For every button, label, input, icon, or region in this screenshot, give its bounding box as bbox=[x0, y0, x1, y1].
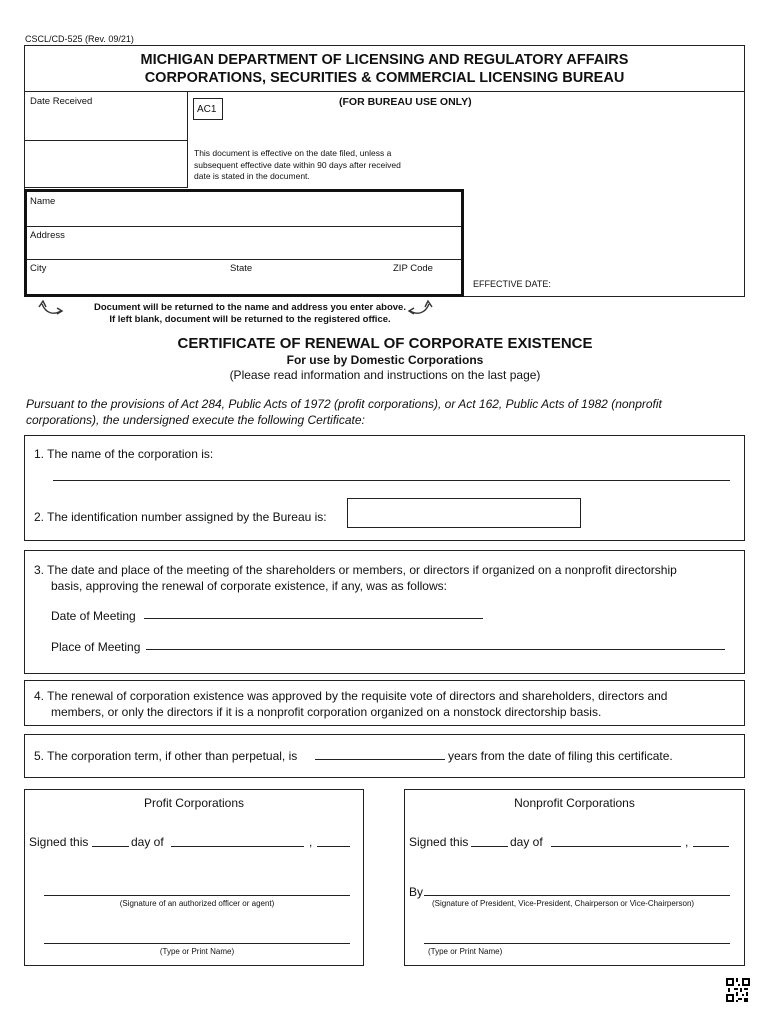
nonprofit-day-of: day of bbox=[510, 835, 543, 849]
effective-date-label: EFFECTIVE DATE: bbox=[473, 279, 551, 289]
place-of-meeting-line[interactable] bbox=[146, 649, 725, 650]
bureau-use-only: (FOR BUREAU USE ONLY) bbox=[339, 96, 472, 108]
nonprofit-comma: , bbox=[685, 835, 689, 849]
corporation-name-line[interactable] bbox=[53, 480, 730, 481]
item-2-label: 2. The identification number assigned by the Bureau is: bbox=[34, 510, 327, 524]
qr-code-icon bbox=[726, 978, 750, 1002]
certificate-subtitle: For use by Domestic Corporations bbox=[286, 353, 484, 367]
item-4-text: 4. The renewal of corporation existence was approved by the requisite vote of directors and shareholders, directors and members, or only the directors if it is a nonprofit corporation organized on a nonstock directorship basis. bbox=[34, 689, 668, 719]
identification-number-input[interactable] bbox=[347, 498, 581, 528]
state-field[interactable]: State bbox=[230, 263, 253, 274]
city-field[interactable]: City bbox=[30, 263, 47, 274]
profit-print-caption: (Type or Print Name) bbox=[159, 947, 235, 956]
address-divider bbox=[27, 226, 461, 227]
item-3-label: 3. The date and place of the meeting of the shareholders or members, or directors if organized on a nonprofit directorship basis, approving the renewal of corporate existence, if any, was as follows: bbox=[34, 563, 677, 593]
agency-title: MICHIGAN DEPARTMENT OF LICENSING AND REGULATORY AFFAIRS bbox=[140, 52, 629, 68]
nonprofit-heading: Nonprofit Corporations bbox=[514, 796, 635, 810]
date-received-box-2 bbox=[24, 140, 188, 188]
effective-note: This document is effective on the date filed, unless a subsequent effective date within 90 days after received date is stated in the document. bbox=[194, 148, 401, 181]
nonprofit-day-line[interactable] bbox=[471, 846, 508, 847]
profit-day-of: day of bbox=[131, 835, 164, 849]
profit-day-line[interactable] bbox=[92, 846, 129, 847]
profit-month-line[interactable] bbox=[171, 846, 304, 847]
profit-signature-box bbox=[24, 789, 364, 966]
corporation-term-line[interactable] bbox=[315, 759, 445, 760]
profit-print-name-line[interactable] bbox=[44, 943, 350, 944]
profit-year-line[interactable] bbox=[317, 846, 350, 847]
item-5-label: 5. The corporation term, if other than perpetual, is bbox=[34, 749, 298, 763]
form-id: CSCL/CD-525 (Rev. 09/21) bbox=[25, 34, 134, 44]
certificate-title: CERTIFICATE OF RENEWAL OF CORPORATE EXISTENCE bbox=[177, 335, 593, 352]
profit-signed-this: Signed this bbox=[29, 835, 89, 849]
item-1-label: 1. The name of the corporation is: bbox=[34, 447, 214, 461]
profit-heading: Profit Corporations bbox=[143, 796, 245, 810]
ac-code: AC1 bbox=[197, 104, 217, 115]
profit-signature-line[interactable] bbox=[44, 895, 350, 896]
profit-comma: , bbox=[309, 835, 313, 849]
return-arrow-right-icon bbox=[407, 300, 433, 318]
place-of-meeting-label: Place of Meeting bbox=[51, 640, 141, 654]
nonprofit-signed-this: Signed this bbox=[409, 835, 469, 849]
nonprofit-print-name-line[interactable] bbox=[424, 943, 730, 944]
date-of-meeting-label: Date of Meeting bbox=[51, 609, 136, 623]
nonprofit-signature-box bbox=[404, 789, 745, 966]
date-received-label: Date Received bbox=[30, 96, 93, 107]
nonprofit-print-caption: (Type or Print Name) bbox=[428, 947, 503, 956]
nonprofit-by-label: By bbox=[409, 885, 424, 899]
return-note: Document will be returned to the name and address you enter above. If left blank, document will be returned to the registered office. bbox=[94, 302, 406, 325]
nonprofit-year-line[interactable] bbox=[693, 846, 729, 847]
nonprofit-signature-caption: (Signature of President, Vice-President, Chairperson or Vice-Chairperson) bbox=[432, 899, 695, 908]
item-5-suffix: years from the date of filing this certificate. bbox=[448, 749, 673, 763]
preamble: Pursuant to the provisions of Act 284, Public Acts of 1972 (profit corporations), or Act 162, Public Acts of 1982 (nonprofit corporations), the undersigned execute the following Certificate: bbox=[26, 397, 662, 427]
zip-field[interactable]: ZIP Code bbox=[393, 263, 433, 274]
return-address-box bbox=[24, 189, 464, 297]
address-field[interactable]: Address bbox=[30, 230, 65, 241]
nonprofit-signature-line[interactable] bbox=[424, 895, 730, 896]
date-of-meeting-line[interactable] bbox=[144, 618, 483, 619]
profit-signature-caption: (Signature of an authorized officer or agent) bbox=[119, 899, 275, 908]
name-field[interactable]: Name bbox=[30, 196, 56, 207]
city-divider bbox=[27, 259, 461, 260]
nonprofit-month-line[interactable] bbox=[551, 846, 681, 847]
instructions-note: (Please read information and instructions on the last page) bbox=[229, 368, 541, 382]
bureau-title: CORPORATIONS, SECURITIES & COMMERCIAL LICENSING BUREAU bbox=[144, 70, 625, 86]
